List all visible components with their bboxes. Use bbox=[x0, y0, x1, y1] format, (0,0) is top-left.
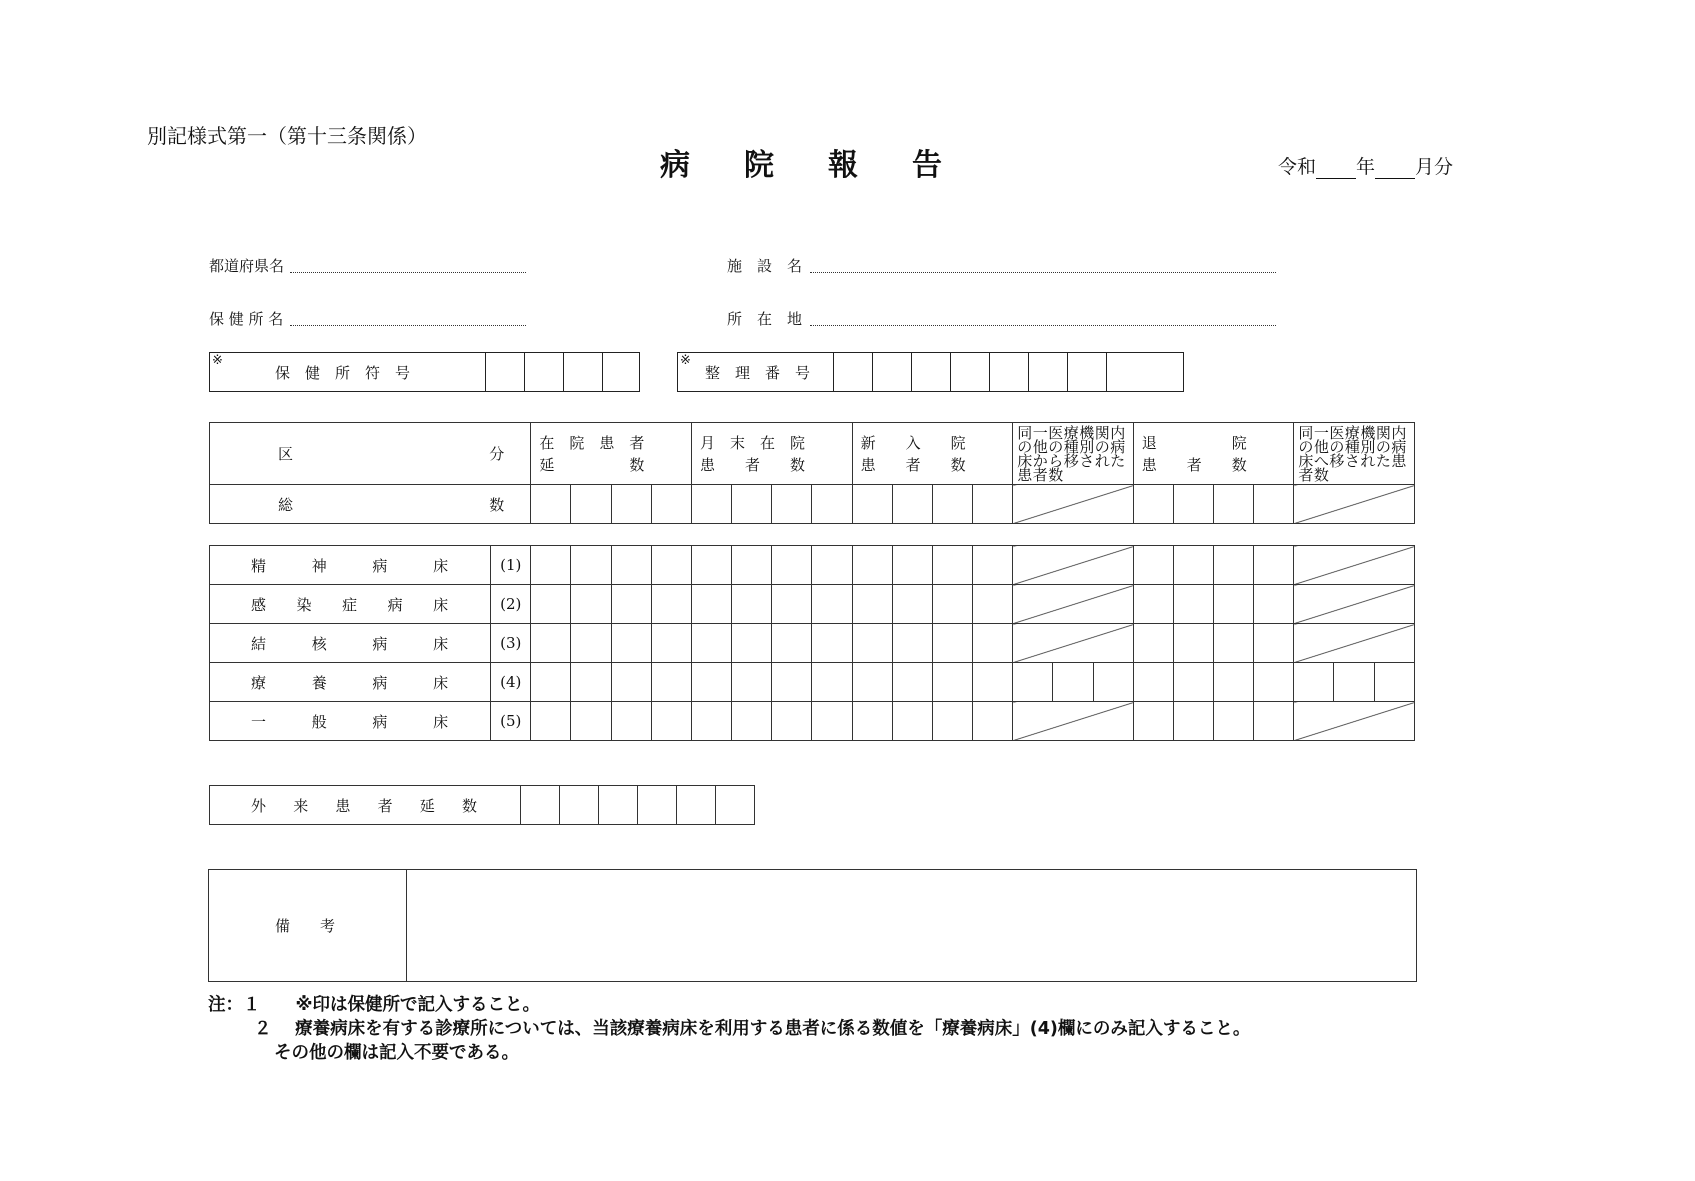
form-id: 別記様式第一（第十三条関係） bbox=[147, 124, 427, 148]
health-center-code-box bbox=[209, 352, 640, 392]
input-cell[interactable] bbox=[1213, 663, 1253, 702]
input-cell[interactable] bbox=[531, 546, 571, 585]
input-cell[interactable] bbox=[732, 485, 772, 524]
input-cell[interactable] bbox=[531, 624, 571, 663]
input-cell[interactable] bbox=[560, 786, 599, 825]
input-cell[interactable] bbox=[973, 546, 1013, 585]
input-cell[interactable] bbox=[1213, 546, 1253, 585]
input-cell[interactable] bbox=[812, 624, 852, 663]
input-cell[interactable] bbox=[1133, 624, 1173, 663]
input-cell[interactable] bbox=[1133, 663, 1173, 702]
page-title: 病 院 報 告 bbox=[660, 148, 942, 183]
input-cell[interactable] bbox=[772, 702, 812, 741]
input-cell[interactable] bbox=[651, 624, 691, 663]
summary-table bbox=[209, 422, 1415, 524]
note-1: 注：１ ※印は保健所で記入すること。 bbox=[208, 995, 541, 1015]
input-cell[interactable] bbox=[852, 485, 892, 524]
month-blank[interactable] bbox=[1375, 160, 1415, 179]
code-digit[interactable] bbox=[603, 353, 641, 391]
asterisk-mark: ※ bbox=[680, 353, 691, 368]
input-cell[interactable] bbox=[932, 585, 972, 624]
header-inpatient-days: 在 院 患 者 延 数 bbox=[531, 423, 692, 485]
input-cell[interactable] bbox=[852, 585, 892, 624]
row-general-label: 一 般 病 床 bbox=[210, 702, 491, 741]
input-cell[interactable] bbox=[638, 786, 677, 825]
input-cell[interactable] bbox=[892, 663, 932, 702]
input-cell[interactable] bbox=[571, 485, 611, 524]
input-cell[interactable] bbox=[973, 702, 1013, 741]
input-cell[interactable] bbox=[1133, 702, 1173, 741]
input-cell[interactable] bbox=[1133, 585, 1173, 624]
input-cell[interactable] bbox=[1173, 624, 1213, 663]
row-number: (3) bbox=[491, 624, 531, 663]
input-cell[interactable] bbox=[772, 585, 812, 624]
note-2: ２ 療養病床を有する診療所については、当該療養病床を利用する患者に係る数値を「療養病床」(4)欄にのみ記入すること。 bbox=[254, 1019, 1251, 1039]
report-period: 令和 年 月分 bbox=[1278, 156, 1454, 178]
input-cell[interactable] bbox=[1254, 546, 1294, 585]
outpatient-table bbox=[209, 785, 755, 825]
input-cell[interactable] bbox=[571, 663, 611, 702]
remarks-table bbox=[208, 869, 1417, 982]
row-infectious-label: 感 染 症 病 床 bbox=[210, 585, 491, 624]
input-cell[interactable] bbox=[1213, 702, 1253, 741]
crossed-cell bbox=[1013, 546, 1133, 585]
input-cell[interactable] bbox=[1254, 585, 1294, 624]
row-total-label: 総 数 bbox=[210, 485, 531, 524]
input-cell[interactable] bbox=[732, 546, 772, 585]
note-2-continued: その他の欄は記入不要である。 bbox=[274, 1043, 519, 1063]
prefecture-label: 都道府県名 bbox=[209, 257, 285, 275]
crossed-cell bbox=[1294, 624, 1415, 663]
input-cell[interactable] bbox=[651, 546, 691, 585]
input-cell[interactable] bbox=[892, 702, 932, 741]
input-cell[interactable] bbox=[531, 663, 571, 702]
input-cell[interactable] bbox=[1254, 485, 1294, 524]
input-cell[interactable] bbox=[611, 546, 651, 585]
input-cell[interactable] bbox=[932, 485, 972, 524]
number-digit[interactable] bbox=[1107, 353, 1145, 391]
input-cell[interactable] bbox=[571, 624, 611, 663]
remarks-input[interactable] bbox=[407, 870, 1417, 982]
input-cell[interactable] bbox=[1254, 624, 1294, 663]
input-cell[interactable] bbox=[611, 624, 651, 663]
number-digit[interactable] bbox=[873, 353, 912, 391]
input-cell[interactable] bbox=[772, 624, 812, 663]
input-cell[interactable] bbox=[892, 485, 932, 524]
input-cell[interactable] bbox=[1173, 702, 1213, 741]
input-cell[interactable] bbox=[651, 663, 691, 702]
crossed-cell bbox=[1294, 585, 1415, 624]
input-cell[interactable] bbox=[611, 485, 651, 524]
input-cell[interactable] bbox=[1133, 485, 1173, 524]
input-cell[interactable] bbox=[973, 624, 1013, 663]
input-cell[interactable] bbox=[932, 663, 972, 702]
row-number: (1) bbox=[491, 546, 531, 585]
facility-label: 施 設 名 bbox=[727, 257, 803, 275]
number-digit[interactable] bbox=[1068, 353, 1107, 391]
input-cell[interactable] bbox=[611, 702, 651, 741]
input-cell[interactable] bbox=[571, 546, 611, 585]
input-cell[interactable] bbox=[1334, 663, 1374, 702]
input-cell[interactable] bbox=[1173, 546, 1213, 585]
input-cell[interactable] bbox=[651, 585, 691, 624]
row-psychiatric-label: 精 神 病 床 bbox=[210, 546, 491, 585]
input-cell[interactable] bbox=[1254, 663, 1294, 702]
input-cell[interactable] bbox=[772, 663, 812, 702]
year-blank[interactable] bbox=[1316, 160, 1356, 179]
input-cell[interactable] bbox=[571, 585, 611, 624]
input-cell[interactable] bbox=[531, 485, 571, 524]
input-cell[interactable] bbox=[772, 546, 812, 585]
input-cell[interactable] bbox=[716, 786, 755, 825]
input-cell[interactable] bbox=[531, 702, 571, 741]
prefecture-input[interactable] bbox=[290, 272, 526, 273]
input-cell[interactable] bbox=[973, 585, 1013, 624]
input-cell[interactable] bbox=[852, 663, 892, 702]
input-cell[interactable] bbox=[1173, 585, 1213, 624]
code-digit[interactable] bbox=[525, 353, 564, 391]
health-center-label: 保 健 所 名 bbox=[209, 310, 284, 328]
input-cell[interactable] bbox=[812, 702, 852, 741]
input-cell[interactable] bbox=[611, 585, 651, 624]
number-digit[interactable] bbox=[951, 353, 990, 391]
facility-input[interactable] bbox=[810, 272, 1276, 273]
input-cell[interactable] bbox=[1374, 663, 1414, 702]
number-digit[interactable] bbox=[834, 353, 873, 391]
input-cell[interactable] bbox=[892, 546, 932, 585]
input-cell[interactable] bbox=[1173, 485, 1213, 524]
input-cell[interactable] bbox=[1213, 585, 1253, 624]
input-cell[interactable] bbox=[599, 786, 638, 825]
input-cell[interactable] bbox=[852, 624, 892, 663]
input-cell[interactable] bbox=[691, 546, 731, 585]
input-cell[interactable] bbox=[691, 585, 731, 624]
input-cell[interactable] bbox=[691, 624, 731, 663]
number-digit[interactable] bbox=[912, 353, 951, 391]
input-cell[interactable] bbox=[732, 663, 772, 702]
crossed-cell bbox=[1294, 702, 1415, 741]
address-label: 所 在 地 bbox=[727, 310, 803, 328]
row-number: (5) bbox=[491, 702, 531, 741]
header-new-admission: 新 入 院 患 者 数 bbox=[852, 423, 1013, 485]
input-cell[interactable] bbox=[651, 485, 691, 524]
input-cell[interactable] bbox=[571, 702, 611, 741]
input-cell[interactable] bbox=[932, 702, 972, 741]
header-month-end: 月 末 在 院 患 者 数 bbox=[691, 423, 852, 485]
crossed-cell bbox=[1294, 485, 1415, 524]
code-digit[interactable] bbox=[486, 353, 525, 391]
row-long-term-care-label: 療 養 病 床 bbox=[210, 663, 491, 702]
input-cell[interactable] bbox=[691, 485, 731, 524]
header-discharged: 退 院 患 者 数 bbox=[1133, 423, 1294, 485]
input-cell[interactable] bbox=[732, 624, 772, 663]
asterisk-mark: ※ bbox=[212, 353, 223, 368]
number-digit[interactable] bbox=[1029, 353, 1068, 391]
input-cell[interactable] bbox=[772, 485, 812, 524]
row-number: (2) bbox=[491, 585, 531, 624]
input-cell[interactable] bbox=[892, 624, 932, 663]
input-cell[interactable] bbox=[677, 786, 716, 825]
input-cell[interactable] bbox=[651, 702, 691, 741]
input-cell[interactable] bbox=[812, 546, 852, 585]
input-cell[interactable] bbox=[1254, 702, 1294, 741]
input-cell[interactable] bbox=[611, 663, 651, 702]
remarks-label: 備 考 bbox=[209, 870, 407, 982]
input-cell[interactable] bbox=[1093, 663, 1133, 702]
input-cell[interactable] bbox=[973, 485, 1013, 524]
header-transfer-in: 同一医療機関内の他の種別の病床から移された患者数 bbox=[1013, 423, 1133, 485]
input-cell[interactable] bbox=[852, 702, 892, 741]
input-cell[interactable] bbox=[973, 663, 1013, 702]
crossed-cell bbox=[1013, 585, 1133, 624]
input-cell[interactable] bbox=[812, 663, 852, 702]
crossed-cell bbox=[1294, 546, 1415, 585]
code-digit[interactable] bbox=[564, 353, 603, 391]
input-cell[interactable] bbox=[1214, 485, 1254, 524]
input-cell[interactable] bbox=[1013, 663, 1053, 702]
input-cell[interactable] bbox=[812, 585, 852, 624]
input-cell[interactable] bbox=[932, 546, 972, 585]
input-cell[interactable] bbox=[732, 702, 772, 741]
header-transfer-out: 同一医療機関内の他の種別の病床へ移された患者数 bbox=[1294, 423, 1415, 485]
input-cell[interactable] bbox=[852, 546, 892, 585]
input-cell[interactable] bbox=[1173, 663, 1213, 702]
input-cell[interactable] bbox=[691, 702, 731, 741]
crossed-cell bbox=[1013, 624, 1133, 663]
input-cell[interactable] bbox=[1213, 624, 1253, 663]
reference-number-box bbox=[677, 352, 1184, 392]
input-cell[interactable] bbox=[932, 624, 972, 663]
row-tuberculosis-label: 結 核 病 床 bbox=[210, 624, 491, 663]
crossed-cell bbox=[1013, 485, 1133, 524]
input-cell[interactable] bbox=[812, 485, 852, 524]
header-category: 区 分 bbox=[210, 423, 531, 485]
address-input[interactable] bbox=[810, 325, 1276, 326]
input-cell[interactable] bbox=[732, 585, 772, 624]
input-cell[interactable] bbox=[531, 585, 571, 624]
reference-number-label: 整 理 番 号 bbox=[705, 364, 811, 382]
bed-table bbox=[209, 545, 1415, 741]
input-cell[interactable] bbox=[892, 585, 932, 624]
input-cell[interactable] bbox=[521, 786, 560, 825]
input-cell[interactable] bbox=[691, 663, 731, 702]
input-cell[interactable] bbox=[1133, 546, 1173, 585]
number-digit[interactable] bbox=[990, 353, 1029, 391]
health-center-code-label: 保 健 所 符 号 bbox=[275, 364, 411, 382]
outpatient-label: 外 来 患 者 延 数 bbox=[210, 786, 521, 825]
crossed-cell bbox=[1013, 702, 1133, 741]
input-cell[interactable] bbox=[1294, 663, 1334, 702]
health-center-input[interactable] bbox=[290, 325, 526, 326]
input-cell[interactable] bbox=[1053, 663, 1093, 702]
row-number: (4) bbox=[491, 663, 531, 702]
